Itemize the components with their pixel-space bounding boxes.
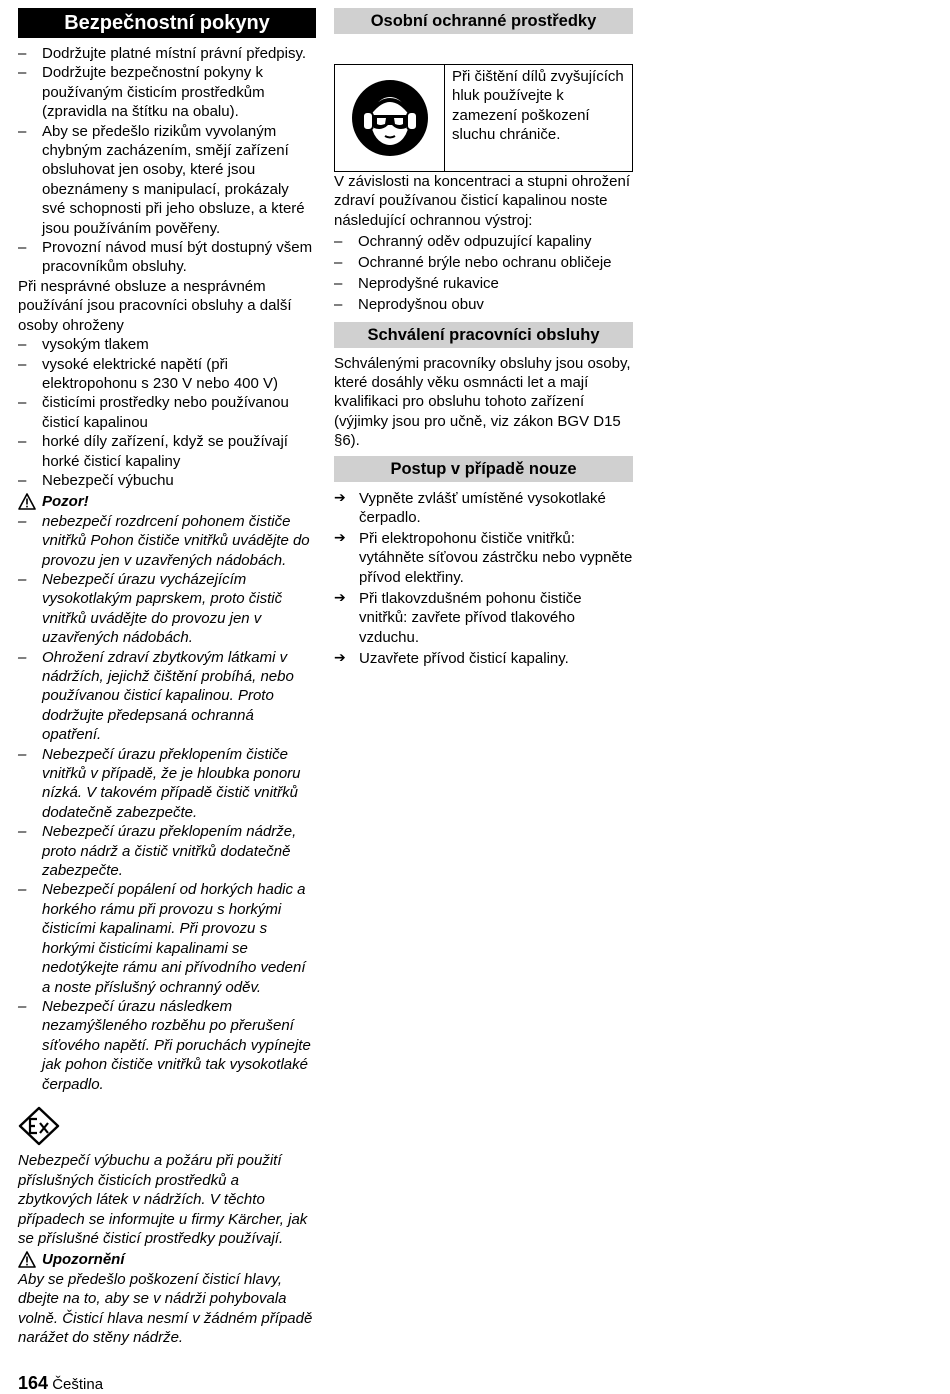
list-item: – horké díly zařízení, když se používají horké čisticí kapaliny [18,432,316,471]
list-item: – Dodržujte platné místní právní předpisy. [18,44,316,63]
list-item: – Dodržujte bezpečnostní pokyny k používaným čisticím prostředkům (zpravidla na štítku na obalu). [18,63,316,121]
notice-text: Aby se předešlo poškození čisticí hlavy, dbejte na to, aby se v nádrži pohybovala volně. Čisticí hlava nesmí v žádném případě narážet do stěny nádrže. [18,1270,313,1346]
list-item: – Ohrožení zdraví zbytkovým látkami v nádržích, jejichž čištění probíhá, nebo používanou čisticí kapalinou. Proto dodržujte předepsaná ochranná opatření. [18,648,316,745]
page-footer [18,1374,103,1394]
protective-goggles-earmuffs-icon [350,78,430,158]
list-item: – Aby se předešlo rizikům vyvolaným chybným zacházením, smějí zařízení obsluhovat jen osoby, které jsou obeznámeny s manipulací, prokázaly své schopnosti při jeho obsluze, a které jsou používáním pověřeny. [18,122,316,238]
list-item: ➔ Uzavřete přívod čisticí kapaliny. [334,649,633,668]
section-title-approved-operators: Schválení pracovníci obsluhy [334,322,633,348]
warning-label: Pozor! [42,493,89,511]
list-item: – Nebezpečí úrazu vycházejícím vysokotlakým paprskem, proto čistič vnitřků uvádějte do provozu jen v uzavřených nádobách. [18,570,316,648]
list-item: – Nebezpečí úrazu překlopením nádrže, proto nádrž a čistič vnitřků dodatečně zabezpečte. [18,822,316,880]
list-item: – vysokým tlakem [18,335,316,354]
list-item: – Ochranné brýle nebo ochranu obličeje [334,253,633,272]
explosion-hazard-icon [18,1106,60,1146]
explosion-warning-text: Nebezpečí výbuchu a požáru při použití příslušných čisticích prostředků a zbytkových látek v nádržích. V těchto případech se informujte u firmy Kärcher, jak se příslušné čisticí prostředky používají. [18,1152,308,1247]
list-item: – Nebezpečí výbuchu [18,471,316,490]
list-item: – Ochranný oděv odpuzující kapaliny [334,232,633,251]
list-item: – Neprodyšné rukavice [334,274,633,293]
page-number: 164 [18,1373,49,1393]
hazard-intro: Při nesprávné obsluze a nesprávném používání jsou pracovníci obsluhy a další osoby ohroženy [18,277,292,334]
caution-list [18,512,316,1094]
list-item: – Nebezpečí úrazu překlopením čističe vnitřků v případě, že je hloubka ponoru nízká. V takovém případě čistič vnitřků dodatečně zabezpečte. [18,745,316,823]
ppe-icon-cell [335,65,445,171]
footer-language: Čeština [52,1376,104,1393]
section-title-safety: Bezpečnostní pokyny [18,8,316,38]
warning-heading-notice [18,1250,316,1269]
warning-label: Upozornění [42,1251,125,1269]
section-title-ppe: Osobní ochranné prostředky [334,8,633,34]
hearing-protection-box [334,64,633,172]
list-item: – Provozní návod musí být dostupný všem pracovníkům obsluhy. [18,238,316,277]
right-column [334,8,633,668]
ppe-list [334,232,633,314]
safety-list [18,44,316,277]
left-column [18,8,316,1347]
warning-triangle-icon [18,1251,36,1268]
list-item: – Nebezpečí popálení od horkých hadic a horkého rámu při provozu s horkými čisticími kapalinami. Při provozu s horkými čisticími kapalinami se nedotýkejte rámu ani přívodního vedení a noste příslušný ochranný oděv. [18,880,316,996]
list-item: ➔ Vypněte zvlášť umístěné vysokotlaké čerpadlo. [334,489,633,528]
list-item: – nebezpečí rozdrcení pohonem čističe vnitřků Pohon čističe vnitřků uvádějte do provozu jen v uzavřených nádobách. [18,512,316,570]
hearing-protection-text: Při čištění dílů zvyšujících hluk používejte k zamezení poškození sluchu chrániče. [452,68,624,144]
warning-heading-caution [18,492,316,511]
hazard-list [18,335,316,490]
ppe-intro: V závislosti na koncentraci a stupni ohrožení zdraví používanou čisticí kapalinou noste následující ochrannou výstroj: [334,173,630,229]
list-item: ➔ Při tlakovzdušném pohonu čističe vnitřků: zavřete přívod tlakového vzduchu. [334,589,633,647]
list-item: – Neprodyšnou obuv [334,295,633,314]
list-item: – Nebezpečí úrazu následkem nezamýšleného rozběhu po přerušení síťového napětí. Při poruchách vypínejte jak pohon čističe vnitřků tak vysokotlaké čerpadlo. [18,997,316,1094]
approved-operators-text: Schválenými pracovníky obsluhy jsou osoby, které dosáhly věku osmnácti let a mají kvalifikaci pro obsluhu tohoto zařízení (výjimky jsou pro učně, viz zákon BGV D15 §6). [334,354,631,450]
list-item: ➔ Při elektropohonu čističe vnitřků: vytáhněte síťovou zástrčku nebo vypněte přívod elektřiny. [334,529,633,587]
list-item: – vysoké elektrické napětí (při elektropohonu s 230 V nebo 400 V) [18,355,316,394]
warning-triangle-icon [18,493,36,510]
list-item: – čisticími prostředky nebo používanou čisticí kapalinou [18,393,316,432]
section-title-emergency: Postup v případě nouze [334,456,633,482]
emergency-steps [334,489,633,668]
